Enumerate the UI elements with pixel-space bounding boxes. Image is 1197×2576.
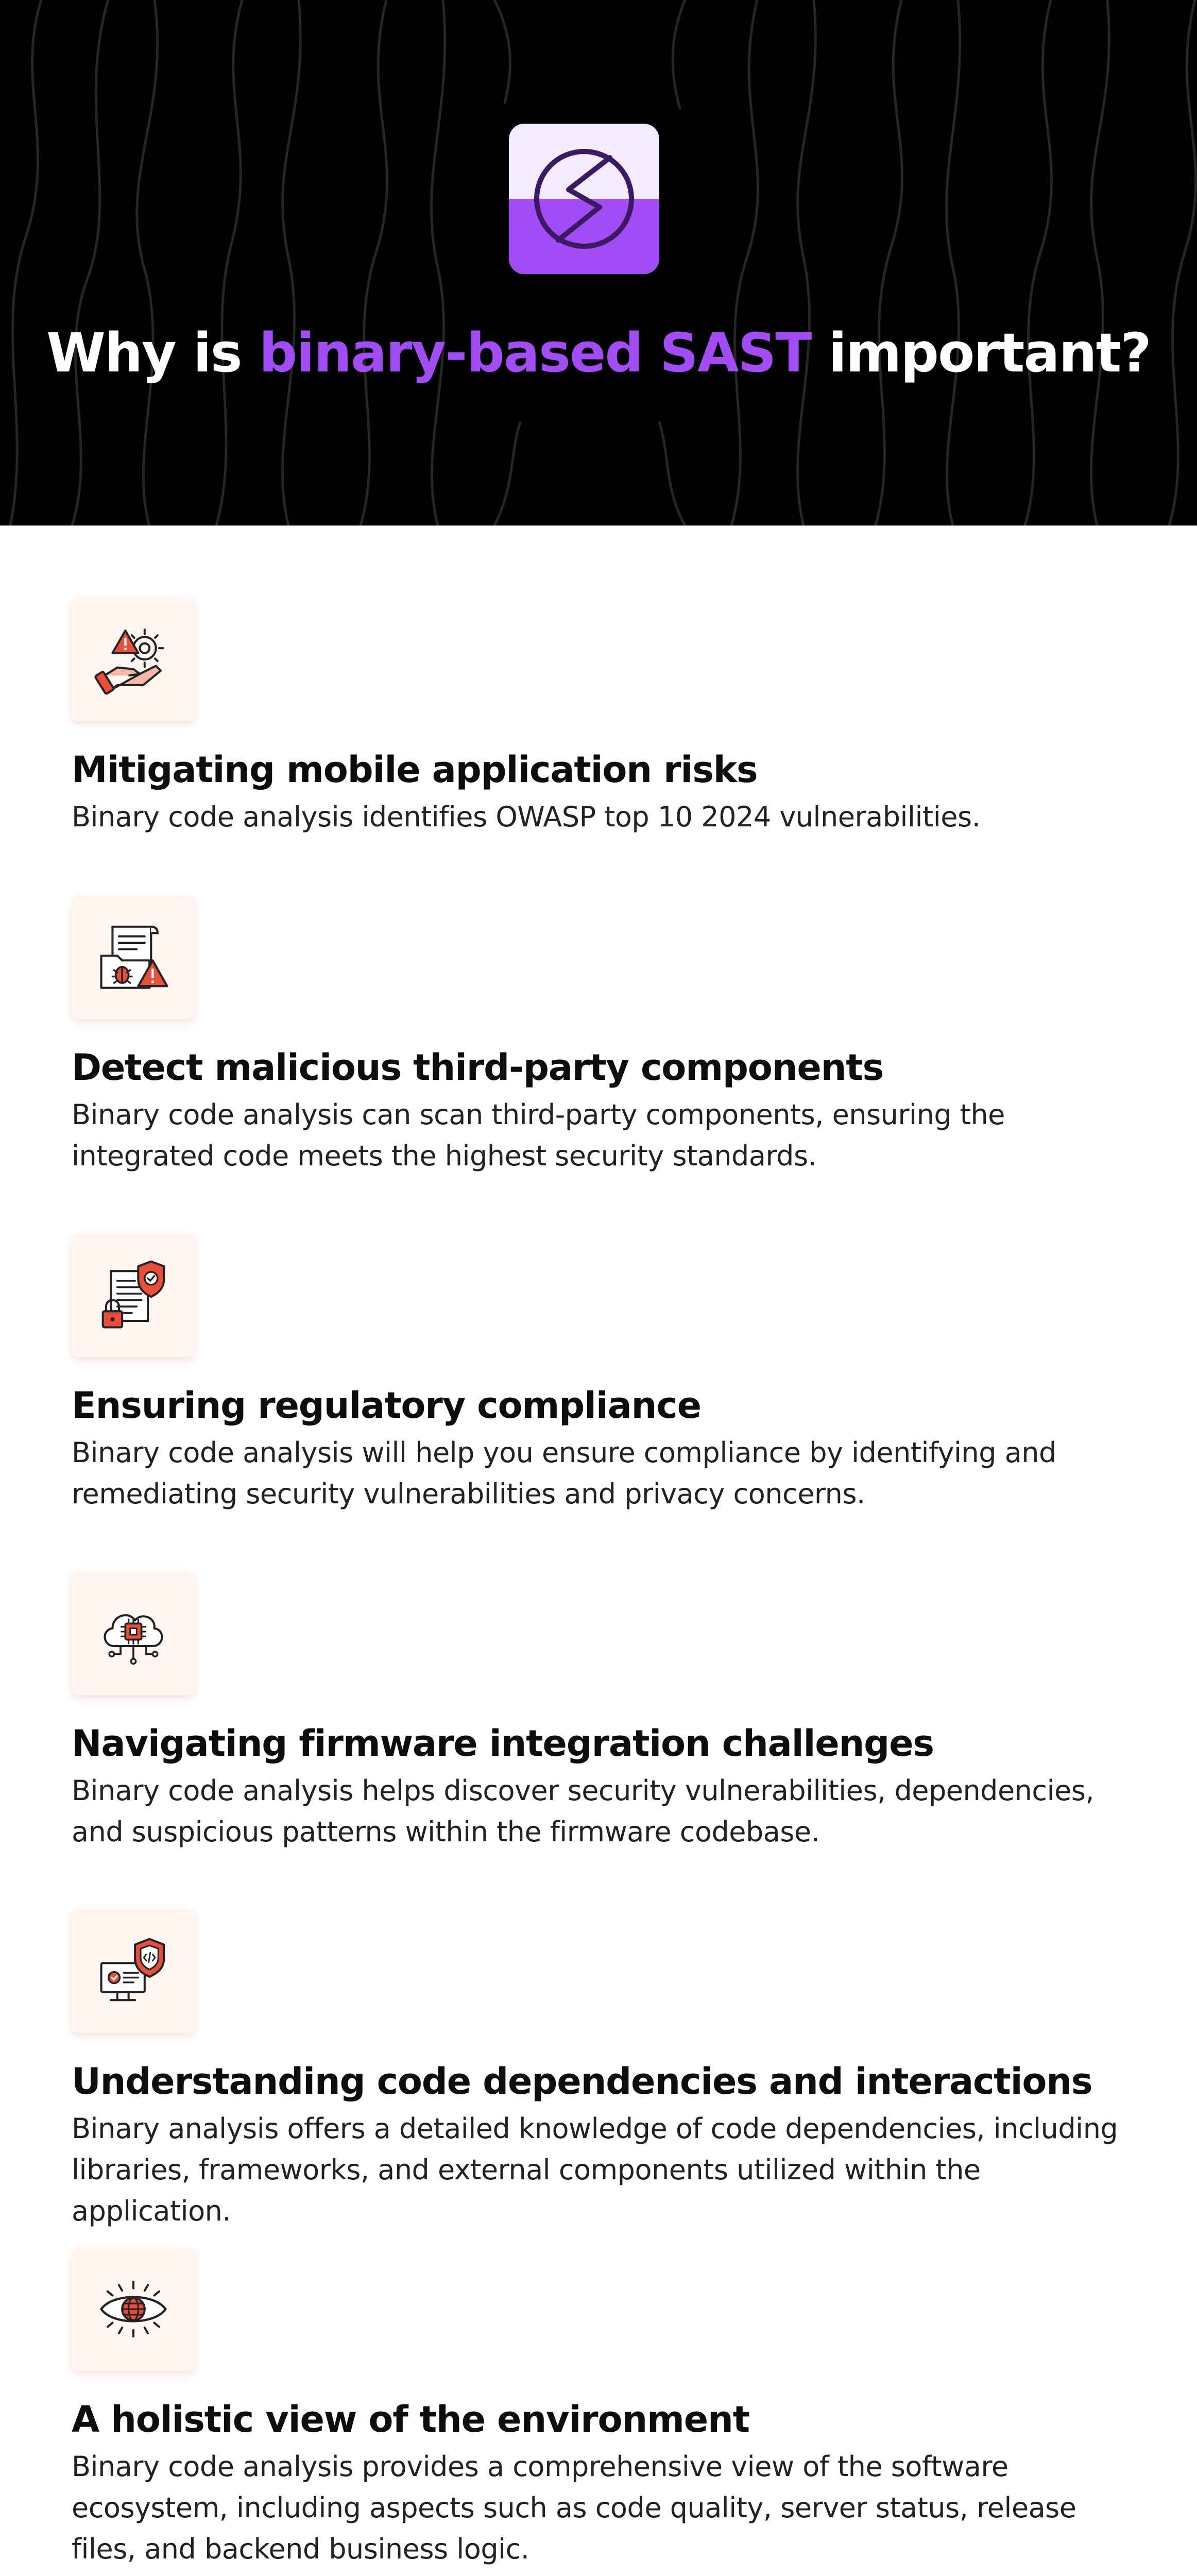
eye-globe-icon — [93, 2269, 174, 2349]
section-description: Binary code analysis can scan third-party components, ensuring the integrated code meets the highest security standards. — [72, 1098, 1005, 1172]
appknox-s-logo-icon — [509, 124, 659, 274]
section-description: Binary code analysis provides a comprehensive view of the software ecosystem, including aspects such as code quality, server status, release files, and backend business logic. — [72, 2450, 1076, 2565]
section-description: Binary code analysis identifies OWASP top 10 2024 vulnerabilities. — [72, 801, 981, 833]
hero-title-accent: binary-based SAST — [259, 321, 811, 384]
section-title: Mitigating mobile application risks — [72, 749, 758, 791]
section-firmware — [72, 1571, 1133, 1853]
section-title: Ensuring regulatory compliance — [72, 1384, 701, 1427]
section-icon-tile — [72, 1909, 195, 2033]
hero-title-prefix: Why is — [46, 321, 259, 384]
section-mobile-risks — [72, 598, 1133, 838]
section-compliance — [72, 1233, 1133, 1515]
monitor-code-shield-icon — [93, 1931, 174, 2011]
section-title: Detect malicious third-party components — [72, 1046, 883, 1089]
section-icon-tile — [72, 598, 195, 721]
section-icon-tile — [72, 1233, 195, 1357]
section-icon-tile — [72, 895, 195, 1019]
hero-banner — [0, 0, 1197, 526]
section-description: Binary analysis offers a detailed knowledge of code dependencies, including libraries, frameworks, and external components utilized within the application. — [72, 2112, 1118, 2227]
document-shield-lock-icon — [93, 1255, 174, 1335]
section-third-party — [72, 895, 1133, 1177]
section-description: Binary code analysis helps discover security vulnerabilities, dependencies, and suspicious patterns within the firmware codebase. — [72, 1774, 1095, 1848]
hand-gear-warning-icon — [93, 619, 174, 700]
appknox-logo-tile — [509, 124, 659, 274]
section-title: A holistic view of the environment — [72, 2398, 749, 2441]
hero-title — [0, 314, 1197, 392]
section-description: Binary code analysis will help you ensure compliance by identifying and remediating security vulnerabilities and privacy concerns. — [72, 1436, 1056, 1510]
cloud-chip-icon — [93, 1593, 174, 1673]
folder-bug-warning-icon — [93, 917, 174, 997]
section-title: Understanding code dependencies and interactions — [72, 2060, 1092, 2103]
section-icon-tile — [72, 1571, 195, 1695]
section-dependencies — [72, 1909, 1133, 2232]
hero-title-suffix: important? — [811, 321, 1151, 384]
section-title: Navigating firmware integration challenges — [72, 1722, 934, 1765]
section-holistic-view — [72, 2247, 1133, 2570]
section-icon-tile — [72, 2247, 195, 2371]
